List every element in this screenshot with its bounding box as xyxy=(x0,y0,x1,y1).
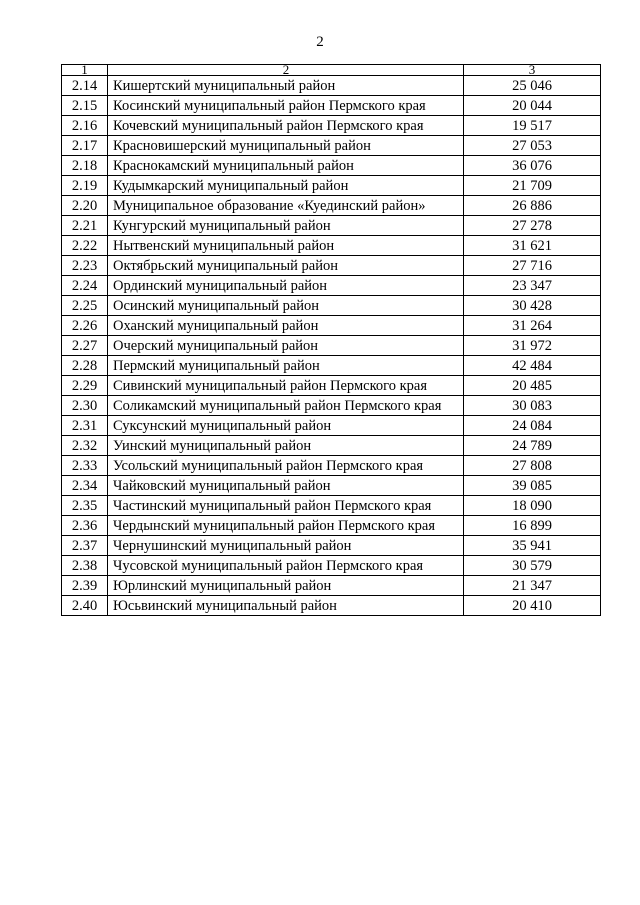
row-value: 30 579 xyxy=(464,556,601,576)
row-number: 2.38 xyxy=(62,556,108,576)
row-number: 2.14 xyxy=(62,76,108,96)
table-row xyxy=(62,476,601,496)
table-row xyxy=(62,256,601,276)
header-col-2: 2 xyxy=(108,65,464,76)
table-row xyxy=(62,336,601,356)
row-number: 2.40 xyxy=(62,596,108,616)
row-number: 2.36 xyxy=(62,516,108,536)
row-value: 35 941 xyxy=(464,536,601,556)
header-col-3: 3 xyxy=(464,65,601,76)
district-name: Чердынский муниципальный район Пермского края xyxy=(108,516,464,536)
row-value: 21 709 xyxy=(464,176,601,196)
row-value: 25 046 xyxy=(464,76,601,96)
table-row xyxy=(62,556,601,576)
row-value: 30 083 xyxy=(464,396,601,416)
table-row xyxy=(62,376,601,396)
table-row xyxy=(62,436,601,456)
header-col-1: 1 xyxy=(62,65,108,76)
table-row xyxy=(62,576,601,596)
district-name: Юрлинский муниципальный район xyxy=(108,576,464,596)
row-value: 24 084 xyxy=(464,416,601,436)
row-value: 19 517 xyxy=(464,116,601,136)
row-number: 2.21 xyxy=(62,216,108,236)
table-row xyxy=(62,276,601,296)
row-value: 31 264 xyxy=(464,316,601,336)
row-number: 2.33 xyxy=(62,456,108,476)
row-value: 24 789 xyxy=(464,436,601,456)
table-row xyxy=(62,596,601,616)
row-number: 2.28 xyxy=(62,356,108,376)
district-name: Красновишерский муниципальный район xyxy=(108,136,464,156)
row-value: 20 044 xyxy=(464,96,601,116)
district-name: Юсьвинский муниципальный район xyxy=(108,596,464,616)
row-number: 2.25 xyxy=(62,296,108,316)
district-table xyxy=(61,64,601,616)
district-name: Кунгурский муниципальный район xyxy=(108,216,464,236)
district-name: Усольский муниципальный район Пермского края xyxy=(108,456,464,476)
district-name: Кишертский муниципальный район xyxy=(108,76,464,96)
district-name: Суксунский муниципальный район xyxy=(108,416,464,436)
table-row xyxy=(62,496,601,516)
row-value: 36 076 xyxy=(464,156,601,176)
row-value: 23 347 xyxy=(464,276,601,296)
row-number: 2.31 xyxy=(62,416,108,436)
row-value: 21 347 xyxy=(464,576,601,596)
table-row xyxy=(62,536,601,556)
table-row xyxy=(62,136,601,156)
row-value: 20 410 xyxy=(464,596,601,616)
table-row xyxy=(62,116,601,136)
table-row xyxy=(62,396,601,416)
table-row xyxy=(62,236,601,256)
district-name: Муниципальное образование «Куединский район» xyxy=(108,196,464,216)
row-number: 2.39 xyxy=(62,576,108,596)
district-name: Осинский муниципальный район xyxy=(108,296,464,316)
district-name: Соликамский муниципальный район Пермского края xyxy=(108,396,464,416)
row-value: 16 899 xyxy=(464,516,601,536)
district-name: Чайковский муниципальный район xyxy=(108,476,464,496)
district-name: Частинский муниципальный район Пермского края xyxy=(108,496,464,516)
table-row xyxy=(62,516,601,536)
row-value: 26 886 xyxy=(464,196,601,216)
table-row xyxy=(62,456,601,476)
row-number: 2.34 xyxy=(62,476,108,496)
district-name: Октябрьский муниципальный район xyxy=(108,256,464,276)
district-name: Косинский муниципальный район Пермского края xyxy=(108,96,464,116)
district-name: Нытвенский муниципальный район xyxy=(108,236,464,256)
district-name: Сивинский муниципальный район Пермского края xyxy=(108,376,464,396)
row-value: 31 621 xyxy=(464,236,601,256)
table-body xyxy=(62,65,601,616)
district-name: Ординский муниципальный район xyxy=(108,276,464,296)
table-row xyxy=(62,176,601,196)
row-number: 2.37 xyxy=(62,536,108,556)
row-number: 2.18 xyxy=(62,156,108,176)
row-number: 2.16 xyxy=(62,116,108,136)
row-number: 2.19 xyxy=(62,176,108,196)
row-number: 2.23 xyxy=(62,256,108,276)
row-number: 2.30 xyxy=(62,396,108,416)
row-number: 2.29 xyxy=(62,376,108,396)
table-row xyxy=(62,96,601,116)
table-row xyxy=(62,156,601,176)
table-row xyxy=(62,196,601,216)
district-name: Очерский муниципальный район xyxy=(108,336,464,356)
page-number: 2 xyxy=(316,34,324,50)
row-value: 30 428 xyxy=(464,296,601,316)
row-number: 2.27 xyxy=(62,336,108,356)
district-name: Чусовской муниципальный район Пермского края xyxy=(108,556,464,576)
row-value: 27 716 xyxy=(464,256,601,276)
district-name: Краснокамский муниципальный район xyxy=(108,156,464,176)
row-number: 2.35 xyxy=(62,496,108,516)
district-name: Чернушинский муниципальный район xyxy=(108,536,464,556)
district-name: Пермский муниципальный район xyxy=(108,356,464,376)
table-row xyxy=(62,316,601,336)
district-name: Кочевский муниципальный район Пермского края xyxy=(108,116,464,136)
table-row xyxy=(62,76,601,96)
table-row xyxy=(62,416,601,436)
row-value: 31 972 xyxy=(464,336,601,356)
row-number: 2.22 xyxy=(62,236,108,256)
table-row xyxy=(62,216,601,236)
table-row xyxy=(62,356,601,376)
district-name: Уинский муниципальный район xyxy=(108,436,464,456)
row-value: 27 808 xyxy=(464,456,601,476)
row-value: 20 485 xyxy=(464,376,601,396)
table-row xyxy=(62,296,601,316)
row-value: 27 053 xyxy=(464,136,601,156)
table-header-row xyxy=(62,65,601,76)
row-number: 2.15 xyxy=(62,96,108,116)
row-number: 2.32 xyxy=(62,436,108,456)
district-name: Кудымкарский муниципальный район xyxy=(108,176,464,196)
row-value: 42 484 xyxy=(464,356,601,376)
district-name: Оханский муниципальный район xyxy=(108,316,464,336)
row-number: 2.20 xyxy=(62,196,108,216)
row-value: 39 085 xyxy=(464,476,601,496)
row-number: 2.26 xyxy=(62,316,108,336)
row-value: 18 090 xyxy=(464,496,601,516)
row-number: 2.24 xyxy=(62,276,108,296)
row-number: 2.17 xyxy=(62,136,108,156)
row-value: 27 278 xyxy=(464,216,601,236)
